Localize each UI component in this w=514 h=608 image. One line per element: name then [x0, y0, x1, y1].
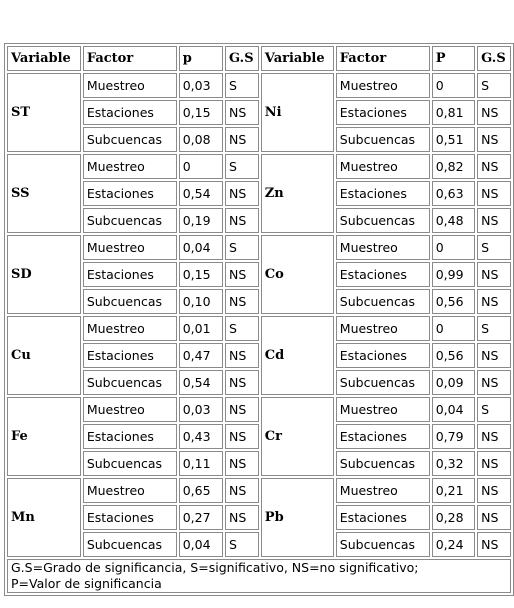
factor-cell-right: Estaciones [336, 424, 430, 449]
footnote-cell [7, 559, 511, 593]
factor-cell-left: Estaciones [83, 424, 177, 449]
factor-cell-left: Estaciones [83, 262, 177, 287]
significance-cell-left: S [225, 532, 259, 557]
header-factor-left: Factor [83, 46, 177, 71]
significance-cell-left: NS [225, 505, 259, 530]
significance-cell-right: NS [477, 370, 511, 395]
significance-cell-right: NS [477, 451, 511, 476]
p-value-cell-right: 0,21 [432, 478, 475, 503]
header-row [7, 46, 511, 71]
significance-cell-left: NS [225, 181, 259, 206]
significance-cell-left: S [225, 316, 259, 341]
header-gs-right: G.S [477, 46, 511, 71]
table-row [7, 451, 511, 476]
header-p-left: p [179, 46, 223, 71]
p-value-cell-right: 0,28 [432, 505, 475, 530]
factor-cell-left: Subcuencas [83, 532, 177, 557]
factor-cell-left: Muestreo [83, 478, 177, 503]
significance-cell-right: S [477, 235, 511, 260]
variable-cell-left: ST [7, 73, 81, 152]
p-value-cell-left: 0,54 [179, 370, 223, 395]
p-value-cell-right: 0 [432, 235, 475, 260]
variable-cell-left: SS [7, 154, 81, 233]
factor-cell-right: Subcuencas [336, 127, 430, 152]
factor-cell-right: Subcuencas [336, 289, 430, 314]
table-row [7, 208, 511, 233]
p-value-cell-left: 0,19 [179, 208, 223, 233]
factor-cell-left: Subcuencas [83, 451, 177, 476]
factor-cell-right: Muestreo [336, 397, 430, 422]
significance-cell-left: S [225, 73, 259, 98]
factor-cell-right: Muestreo [336, 154, 430, 179]
table-row [7, 478, 511, 503]
table-row [7, 397, 511, 422]
significance-cell-right: NS [477, 208, 511, 233]
factor-cell-left: Subcuencas [83, 208, 177, 233]
p-value-cell-left: 0,04 [179, 532, 223, 557]
factor-cell-left: Subcuencas [83, 370, 177, 395]
table-row [7, 532, 511, 557]
significance-cell-right: NS [477, 424, 511, 449]
significance-cell-right: NS [477, 262, 511, 287]
significance-cell-right: NS [477, 127, 511, 152]
p-value-cell-left: 0,10 [179, 289, 223, 314]
significance-cell-left: NS [225, 127, 259, 152]
p-value-cell-left: 0,01 [179, 316, 223, 341]
significance-cell-right: S [477, 397, 511, 422]
factor-cell-left: Subcuencas [83, 289, 177, 314]
p-value-cell-left: 0,27 [179, 505, 223, 530]
p-value-cell-right: 0,82 [432, 154, 475, 179]
header-gs-left: G.S [225, 46, 259, 71]
p-value-cell-right: 0,63 [432, 181, 475, 206]
header-factor-right: Factor [336, 46, 430, 71]
p-value-cell-left: 0,54 [179, 181, 223, 206]
factor-cell-right: Subcuencas [336, 532, 430, 557]
p-value-cell-left: 0,11 [179, 451, 223, 476]
footnote-line-1: G.S=Grado de significancia, S=significativo, NS=no significativo; [11, 560, 419, 575]
p-value-cell-right: 0,51 [432, 127, 475, 152]
table-row [7, 424, 511, 449]
variable-cell-right: Pb [261, 478, 334, 557]
factor-cell-right: Estaciones [336, 505, 430, 530]
table-row [7, 73, 511, 98]
significance-cell-left: NS [225, 424, 259, 449]
table-row [7, 127, 511, 152]
factor-cell-right: Estaciones [336, 262, 430, 287]
footnote-row [7, 559, 511, 593]
p-value-cell-left: 0,43 [179, 424, 223, 449]
factor-cell-right: Muestreo [336, 73, 430, 98]
variable-cell-left: Cu [7, 316, 81, 395]
table-row [7, 181, 511, 206]
table-row [7, 343, 511, 368]
p-value-cell-right: 0,81 [432, 100, 475, 125]
significance-cell-right: NS [477, 289, 511, 314]
p-value-cell-right: 0,04 [432, 397, 475, 422]
p-value-cell-left: 0,03 [179, 73, 223, 98]
variable-cell-left: SD [7, 235, 81, 314]
significance-cell-left: NS [225, 370, 259, 395]
variable-cell-right: Zn [261, 154, 334, 233]
variable-cell-right: Ni [261, 73, 334, 152]
table-row [7, 289, 511, 314]
significance-cell-right: NS [477, 478, 511, 503]
factor-cell-left: Estaciones [83, 100, 177, 125]
p-value-cell-right: 0,09 [432, 370, 475, 395]
factor-cell-right: Estaciones [336, 100, 430, 125]
factor-cell-right: Estaciones [336, 343, 430, 368]
significance-cell-left: NS [225, 451, 259, 476]
variable-cell-left: Mn [7, 478, 81, 557]
table-row [7, 316, 511, 341]
factor-cell-left: Muestreo [83, 397, 177, 422]
p-value-cell-right: 0 [432, 316, 475, 341]
table-row [7, 505, 511, 530]
p-value-cell-left: 0,15 [179, 100, 223, 125]
significance-cell-right: NS [477, 505, 511, 530]
significance-cell-left: NS [225, 289, 259, 314]
significance-cell-left: NS [225, 343, 259, 368]
variable-cell-right: Cd [261, 316, 334, 395]
significance-table [4, 43, 514, 596]
factor-cell-right: Muestreo [336, 478, 430, 503]
header-p-right: P [432, 46, 475, 71]
p-value-cell-right: 0,56 [432, 343, 475, 368]
significance-cell-right: S [477, 316, 511, 341]
factor-cell-left: Muestreo [83, 316, 177, 341]
p-value-cell-right: 0,56 [432, 289, 475, 314]
footnote-line-2: P=Valor de significancia [11, 576, 162, 591]
header-variable-left: Variable [7, 46, 81, 71]
significance-cell-right: NS [477, 343, 511, 368]
factor-cell-left: Estaciones [83, 181, 177, 206]
significance-cell-right: NS [477, 100, 511, 125]
significance-cell-left: S [225, 235, 259, 260]
significance-cell-left: NS [225, 262, 259, 287]
significance-cell-left: NS [225, 208, 259, 233]
p-value-cell-left: 0 [179, 154, 223, 179]
significance-cell-left: NS [225, 478, 259, 503]
significance-cell-right: NS [477, 154, 511, 179]
factor-cell-left: Estaciones [83, 343, 177, 368]
factor-cell-right: Subcuencas [336, 370, 430, 395]
p-value-cell-left: 0,03 [179, 397, 223, 422]
table-row [7, 262, 511, 287]
significance-cell-right: NS [477, 181, 511, 206]
factor-cell-right: Subcuencas [336, 451, 430, 476]
factor-cell-right: Muestreo [336, 316, 430, 341]
p-value-cell-right: 0,79 [432, 424, 475, 449]
p-value-cell-right: 0,32 [432, 451, 475, 476]
factor-cell-right: Subcuencas [336, 208, 430, 233]
p-value-cell-right: 0 [432, 73, 475, 98]
factor-cell-right: Estaciones [336, 181, 430, 206]
factor-cell-right: Muestreo [336, 235, 430, 260]
table-row [7, 154, 511, 179]
p-value-cell-left: 0,47 [179, 343, 223, 368]
table-row [7, 370, 511, 395]
p-value-cell-left: 0,65 [179, 478, 223, 503]
variable-cell-left: Fe [7, 397, 81, 476]
significance-cell-right: NS [477, 532, 511, 557]
factor-cell-left: Estaciones [83, 505, 177, 530]
p-value-cell-left: 0,15 [179, 262, 223, 287]
significance-cell-right: S [477, 73, 511, 98]
table-body [7, 73, 511, 557]
table-row [7, 100, 511, 125]
variable-cell-right: Cr [261, 397, 334, 476]
variable-cell-right: Co [261, 235, 334, 314]
p-value-cell-right: 0,99 [432, 262, 475, 287]
factor-cell-left: Muestreo [83, 73, 177, 98]
p-value-cell-left: 0,08 [179, 127, 223, 152]
header-variable-right: Variable [261, 46, 334, 71]
significance-cell-left: S [225, 154, 259, 179]
factor-cell-left: Subcuencas [83, 127, 177, 152]
factor-cell-left: Muestreo [83, 235, 177, 260]
table-container [4, 43, 514, 596]
p-value-cell-right: 0,24 [432, 532, 475, 557]
p-value-cell-left: 0,04 [179, 235, 223, 260]
significance-cell-left: NS [225, 397, 259, 422]
significance-cell-left: NS [225, 100, 259, 125]
factor-cell-left: Muestreo [83, 154, 177, 179]
table-row [7, 235, 511, 260]
p-value-cell-right: 0,48 [432, 208, 475, 233]
